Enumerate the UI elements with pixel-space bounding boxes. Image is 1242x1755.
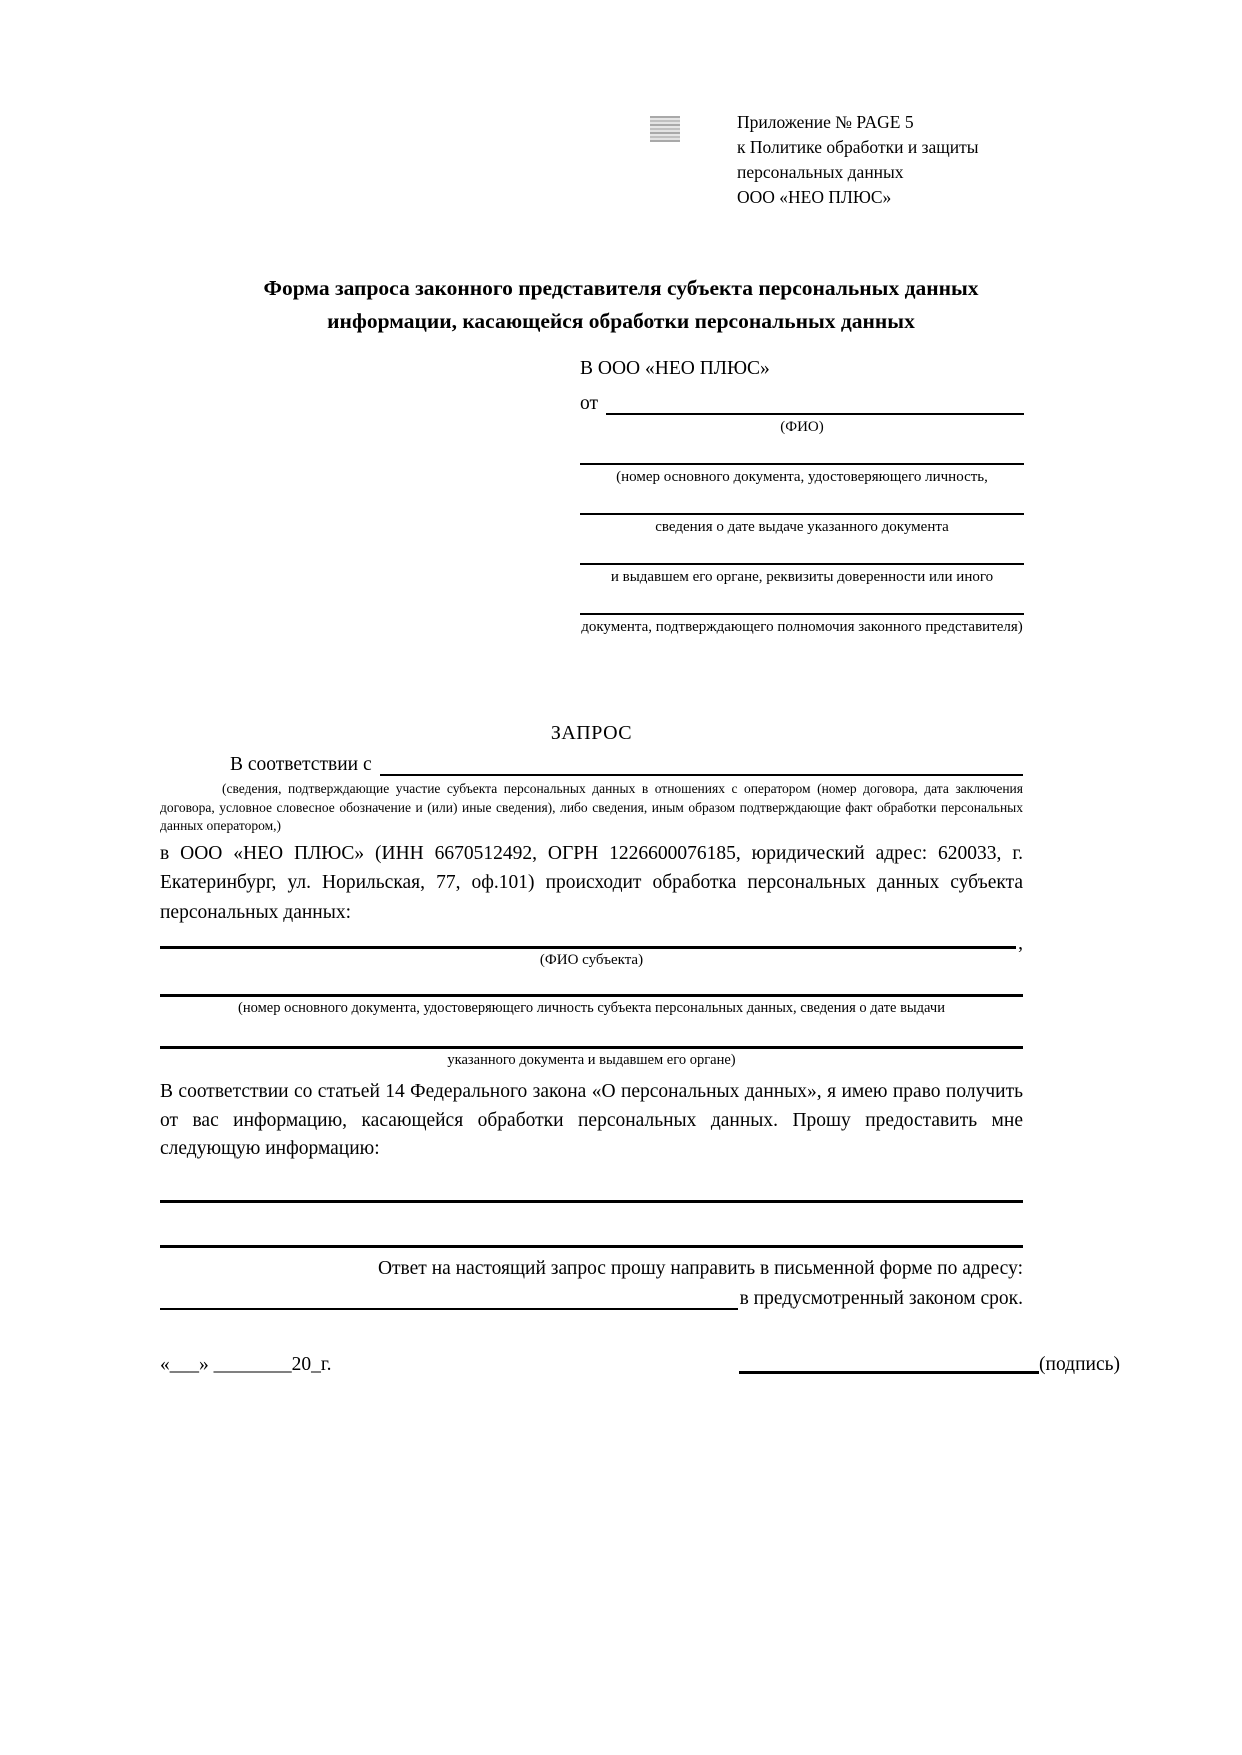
addressee-block xyxy=(580,356,1024,637)
caption-subject-fio: (ФИО субъекта) xyxy=(539,952,644,968)
blank-line-subject-document-2 xyxy=(160,1046,1023,1049)
blank-line-fio xyxy=(606,413,1024,415)
accordance-row xyxy=(160,750,1023,776)
blank-line-document-number xyxy=(580,463,1024,465)
appendix-block xyxy=(737,110,979,210)
request-heading: ЗАПРОС xyxy=(550,722,633,744)
blank-line-authority-document xyxy=(580,613,1024,615)
date-blank: «___» ________20_г. xyxy=(160,1354,332,1375)
signature-footer xyxy=(160,1352,1120,1378)
from-label: от xyxy=(580,393,599,414)
subject-comma: , xyxy=(1018,933,1023,954)
answer-line: Ответ на настоящий запрос прошу направить в письменной форме по адресу: xyxy=(377,1257,1023,1279)
answer-address-row xyxy=(160,1284,1023,1310)
caption-subject-document-2: указанного документа и выдавшем его органе) xyxy=(447,1052,736,1068)
caption-document-number: (номер основного документа, удостоверяющего личность, xyxy=(616,469,988,485)
subject-fio-row xyxy=(160,933,1023,954)
caption-subject-document: (номер основного документа, удостоверяющего личность субъекта персональных данных, сведения о дате выдачи xyxy=(238,1000,945,1016)
from-row xyxy=(580,389,1024,415)
signature-row xyxy=(739,1352,1120,1378)
appendix-line: ООО «НЕО ПЛЮС» xyxy=(737,187,892,207)
document-title xyxy=(90,272,1152,338)
blank-line-issuing-authority xyxy=(580,563,1024,565)
caption-fio: (ФИО) xyxy=(780,419,824,435)
blank-line-signature xyxy=(739,1371,1039,1374)
caption-issuing-authority: и выдавшем его органе, реквизиты доверенности или иного xyxy=(610,569,994,585)
appendix-line: к Политике обработки и защиты xyxy=(737,137,979,157)
law-paragraph: В соответствии со статьей 14 Федерального закона «О персональных данных», я имею право получить от вас информацию, касающейся обработки персональных данных. Прошу предоставить мне следующую информацию: xyxy=(160,1081,1023,1159)
document-title-line: Форма запроса законного представителя субъекта персональных данных xyxy=(263,276,979,300)
blank-line-subject-document xyxy=(160,994,1023,997)
appendix-line: Приложение № PAGE 5 xyxy=(737,112,914,132)
blank-line-requested-info xyxy=(160,1200,1023,1203)
document-title-line: информации, касающейся обработки персональных данных xyxy=(327,309,915,333)
appendix-line: персональных данных xyxy=(737,162,904,182)
blank-line-issue-date xyxy=(580,513,1024,515)
smallprint-note: (сведения, подтверждающие участие субъекта персональных данных в отношениях с оператором (номер договора, дата заключения договора, условное словесное обозначение и (или) иные сведения), либо сведения, иным образом подтверждающие факт обработки персональных данных оператором,) xyxy=(160,781,1023,833)
addressee-to: В ООО «НЕО ПЛЮС» xyxy=(580,358,770,379)
blank-line-accordance xyxy=(380,774,1023,776)
operator-paragraph: в ООО «НЕО ПЛЮС» (ИНН 6670512492, ОГРН 1226600076185, юридический адрес: 620033, г. Екатеринбург, ул. Норильская, 77, оф.101) происходит обработка персональных данных субъекта персональных данных: xyxy=(160,842,1023,923)
caption-authority-document: документа, подтверждающего полномочия законного представителя) xyxy=(581,619,1023,635)
blank-line-requested-info-2 xyxy=(160,1245,1023,1248)
caption-issue-date: сведения о дате выдаче указанного документа xyxy=(655,519,949,535)
accordance-label: В соответствии с xyxy=(230,754,372,775)
inline-image-icon xyxy=(650,116,680,142)
answer-suffix: в предусмотренный законом срок. xyxy=(739,1287,1023,1309)
blank-line-subject-fio xyxy=(160,946,1016,949)
caption-signature: (подпись) xyxy=(1039,1354,1120,1375)
request-body xyxy=(160,750,1023,1310)
blank-line-address xyxy=(160,1308,738,1310)
